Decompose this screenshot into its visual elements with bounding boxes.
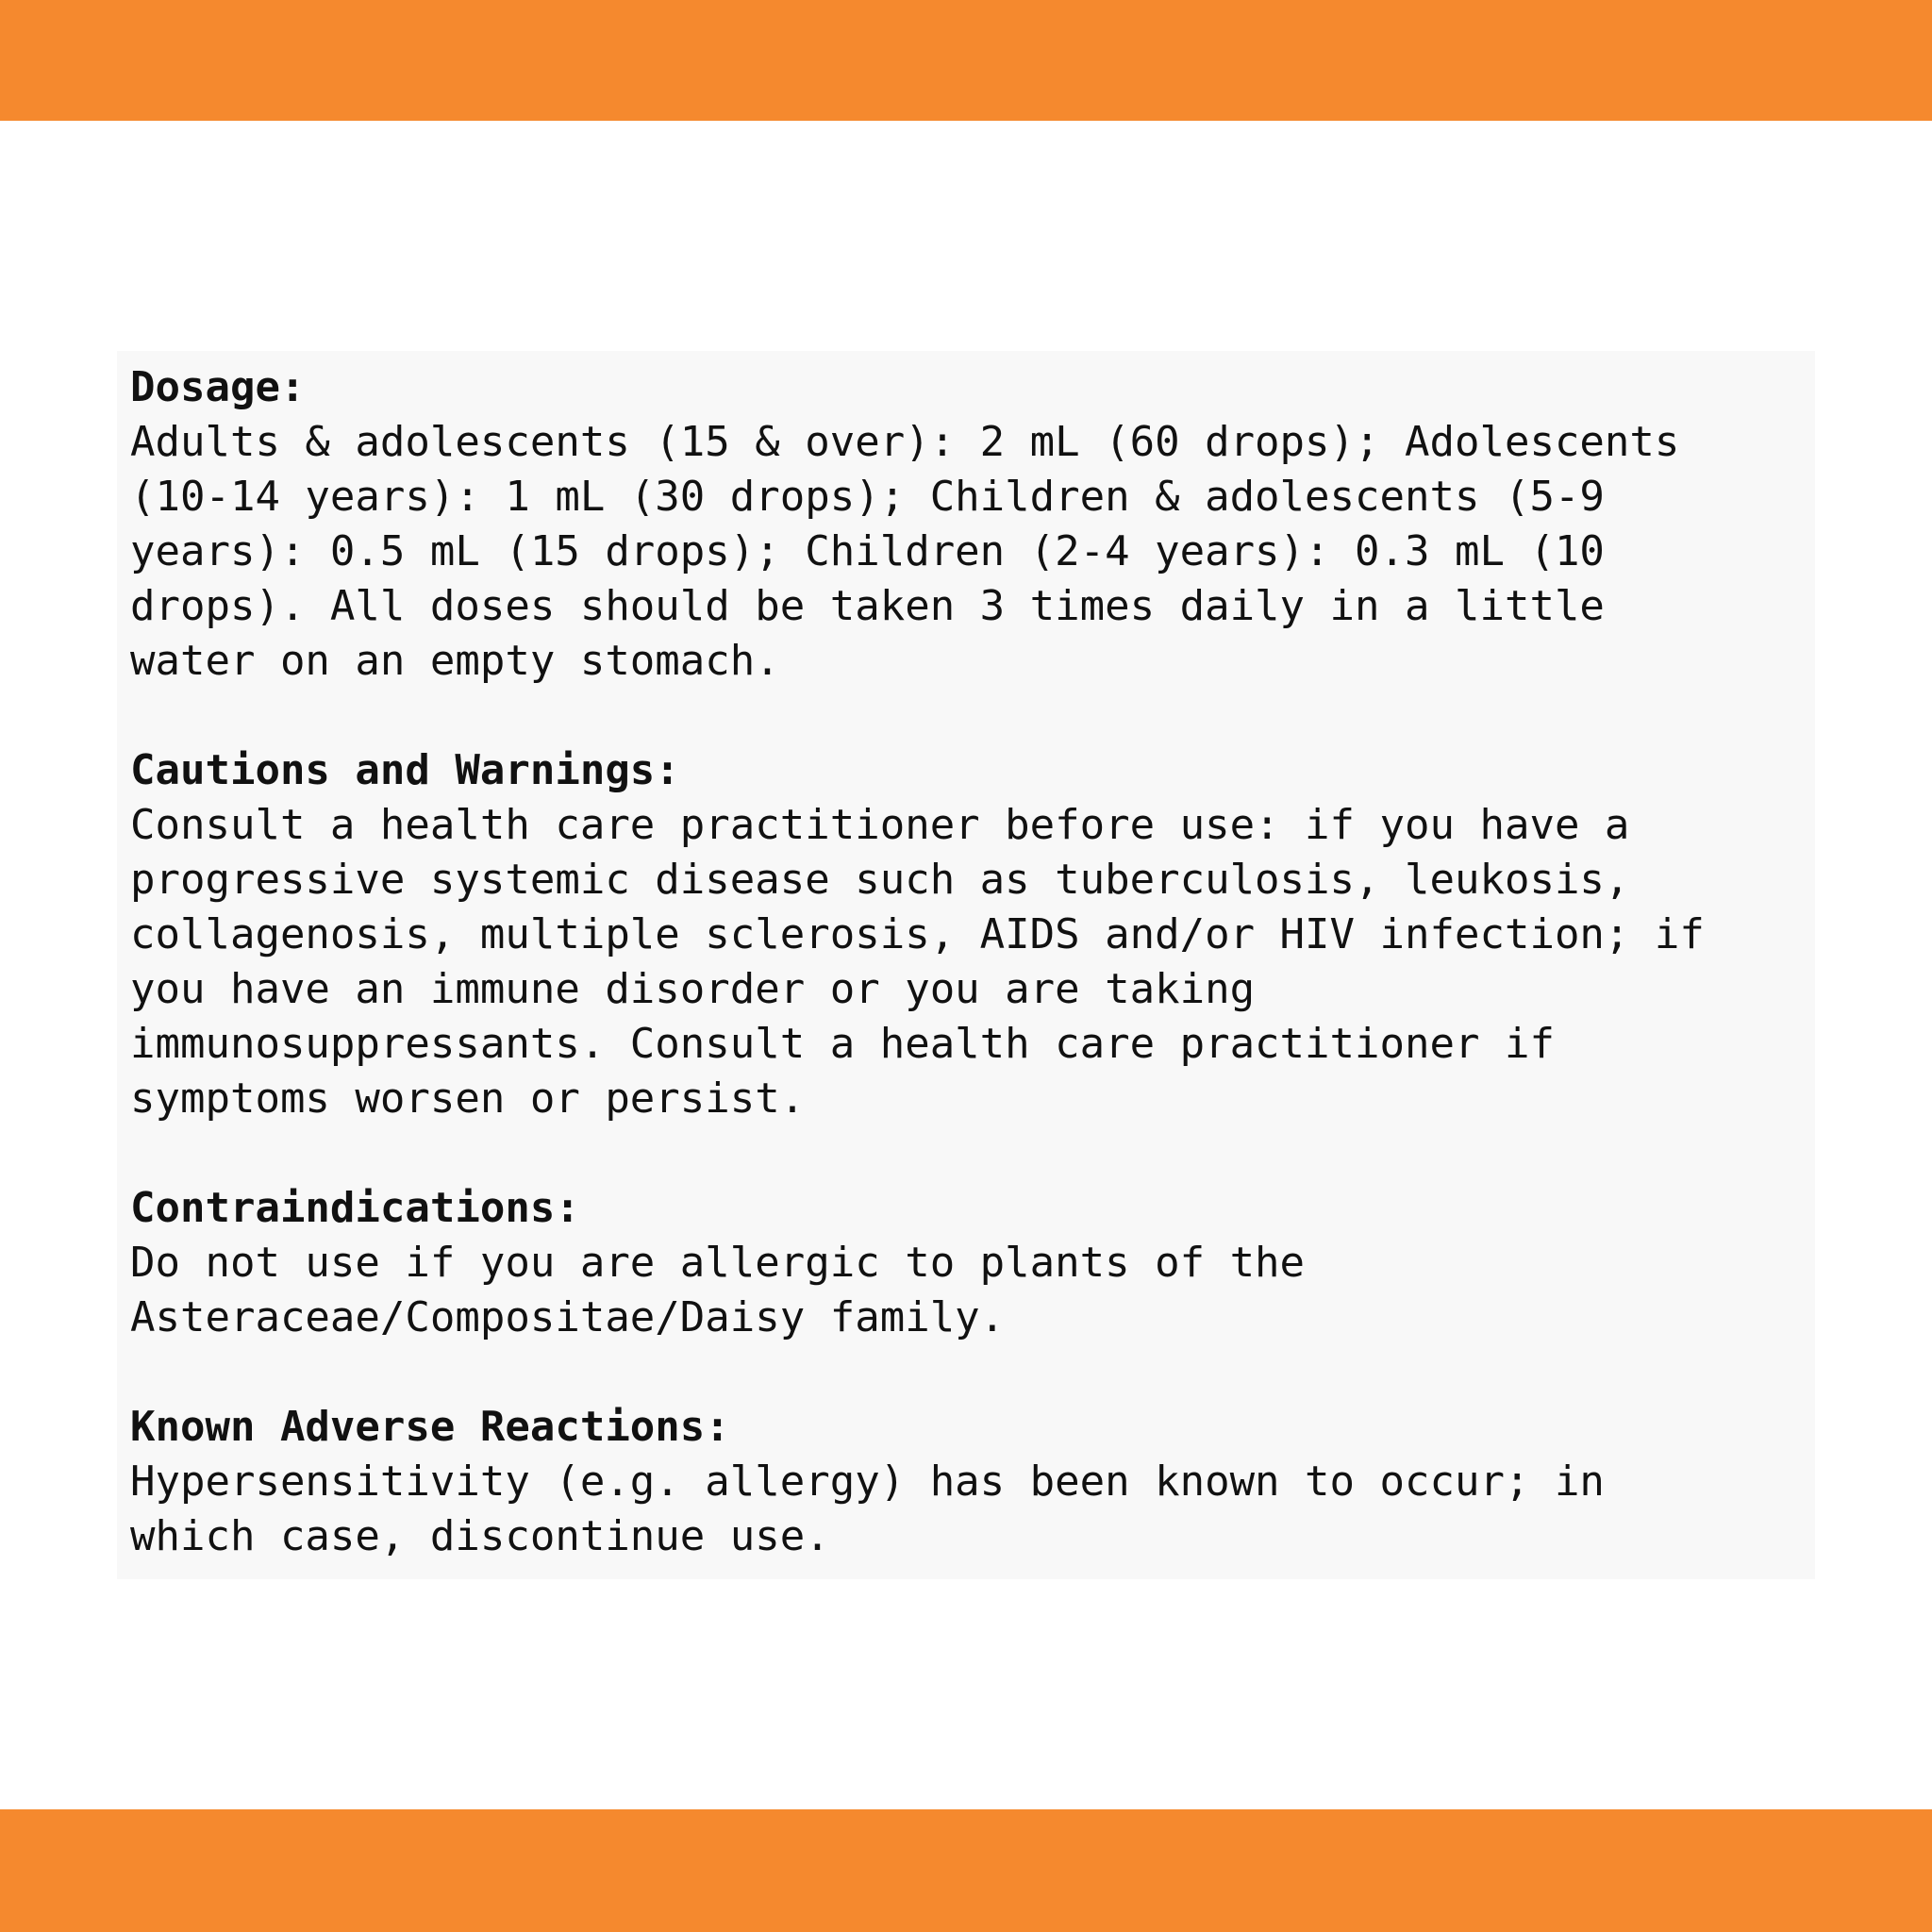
bottom-orange-band [0, 1809, 1932, 1932]
section-text-line: (10-14 years): 1 mL (30 drops); Children & adolescents (5-9 [130, 473, 1605, 521]
section-text-line: symptoms worsen or persist. [130, 1074, 806, 1123]
section-text-line: you have an immune disorder or you are taking [130, 965, 1256, 1013]
product-info-panel [117, 351, 1815, 1579]
contraindications-section [130, 1181, 1815, 1345]
section-heading: Contraindications: [130, 1184, 580, 1232]
section-text-line: Do not use if you are allergic to plants of the [130, 1239, 1306, 1287]
section-text-line: Adults & adolescents (15 & over): 2 mL (60 drops); Adolescents [130, 418, 1680, 466]
section-text-line: Asteraceae/Compositae/Daisy family. [130, 1293, 1006, 1341]
section-text-line: collagenosis, multiple sclerosis, AIDS and/or HIV infection; if [130, 910, 1705, 958]
section-text-line: water on an empty stomach. [130, 637, 780, 685]
section-text-line: progressive systemic disease such as tuberculosis, leukosis, [130, 856, 1630, 904]
dosage-section [130, 360, 1815, 689]
section-text-line: Consult a health care practitioner before use: if you have a [130, 801, 1630, 849]
section-text-line: immunosuppressants. Consult a health care practitioner if [130, 1020, 1555, 1068]
top-orange-band [0, 0, 1932, 121]
section-heading: Dosage: [130, 363, 306, 411]
section-heading: Known Adverse Reactions: [130, 1403, 730, 1451]
section-text-line: drops). All doses should be taken 3 times daily in a little [130, 582, 1605, 630]
section-heading: Cautions and Warnings: [130, 746, 680, 794]
section-text-line: years): 0.5 mL (15 drops); Children (2-4 years): 0.3 mL (10 [130, 527, 1605, 575]
cautions-section [130, 743, 1815, 1126]
adverse-reactions-section [130, 1400, 1815, 1564]
section-text-line: which case, discontinue use. [130, 1512, 830, 1560]
section-text-line: Hypersensitivity (e.g. allergy) has been known to occur; in [130, 1457, 1605, 1506]
